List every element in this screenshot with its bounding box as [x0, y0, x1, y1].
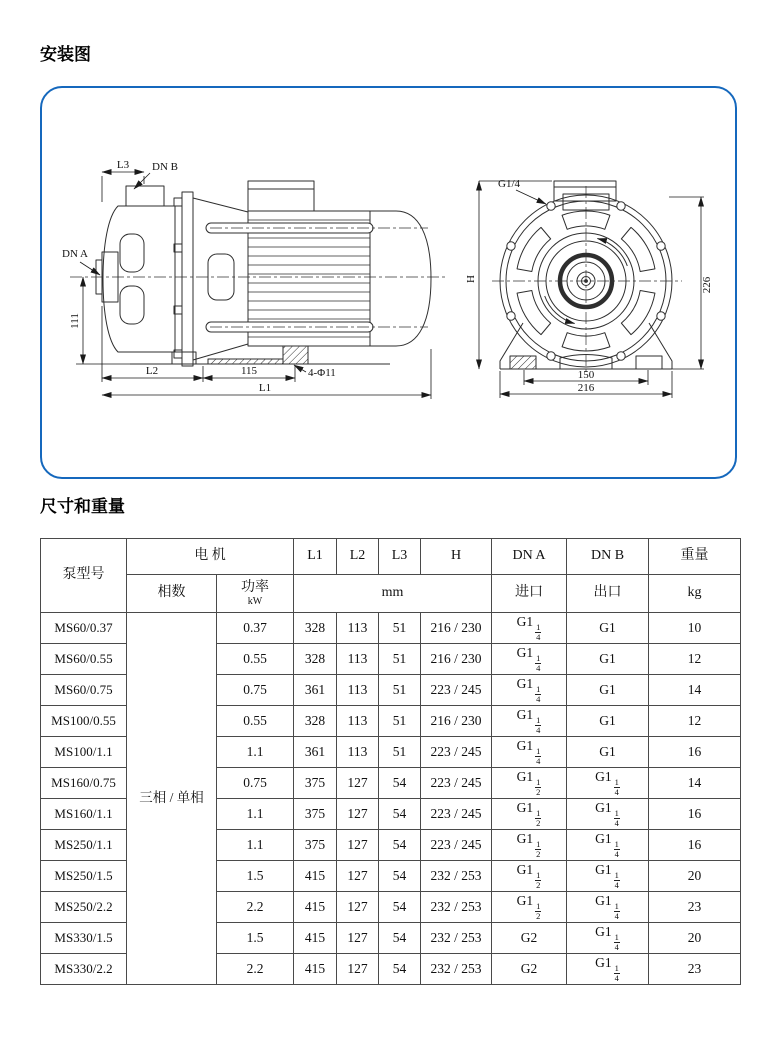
thread-size: G1 [599, 712, 616, 728]
casing-recess-top [120, 234, 144, 272]
side-view-drawing [60, 154, 460, 404]
cell-l1: 375 [294, 830, 337, 861]
cell-power: 1.5 [217, 923, 294, 954]
table-row [41, 613, 741, 644]
cell-dn-a [492, 954, 567, 985]
cell-l3: 54 [379, 830, 421, 861]
cell-dn-a [492, 675, 567, 706]
cell-dn-a [492, 644, 567, 675]
foot-right [636, 356, 662, 369]
cell-dn-b [567, 923, 649, 954]
thread-fraction: $\frac{1}{4}$ [536, 745, 541, 766]
casing-recess-bottom [120, 286, 144, 324]
header-kg: kg [649, 575, 741, 613]
thread-size: G1 [595, 768, 612, 784]
cell-weight: 16 [649, 737, 741, 768]
thread-fraction: $\frac{1}{4}$ [536, 652, 541, 673]
cell-l2: 113 [337, 675, 379, 706]
thread-size: G1 [516, 644, 534, 660]
header-pump-model: 泵型号 [41, 539, 127, 613]
thread-size: G1 [599, 743, 616, 759]
header-weight: 重量 [649, 539, 741, 575]
cell-weight: 14 [649, 675, 741, 706]
spec-table-body [41, 613, 741, 985]
dim-label-l3: L3 [116, 159, 130, 171]
cell-l1: 361 [294, 675, 337, 706]
cell-h: 232 / 253 [421, 954, 492, 985]
cell-l2: 127 [337, 892, 379, 923]
dim-label-l2: L2 [145, 365, 159, 377]
header-l3: L3 [379, 539, 421, 575]
cell-l3: 54 [379, 861, 421, 892]
dim-label-150: 150 [577, 369, 595, 381]
cell-model: MS330/1.5 [41, 923, 127, 954]
cell-l2: 127 [337, 954, 379, 985]
cell-model: MS60/0.55 [41, 644, 127, 675]
cell-model: MS160/0.75 [41, 768, 127, 799]
pump-casing [103, 206, 175, 352]
cell-l2: 127 [337, 799, 379, 830]
installation-diagram-title: 安装图 [40, 45, 91, 64]
thread-size: G1 [516, 799, 534, 815]
spec-table [40, 538, 741, 985]
cell-l2: 113 [337, 706, 379, 737]
cell-l3: 54 [379, 768, 421, 799]
header-motor: 电 机 [127, 539, 294, 575]
cell-dn-b [567, 737, 649, 768]
header-l2: L2 [337, 539, 379, 575]
flange-bolt [174, 198, 182, 206]
cell-dn-a [492, 923, 567, 954]
thread-fraction: $\frac{1}{4}$ [614, 869, 619, 890]
cell-l1: 328 [294, 613, 337, 644]
cell-l2: 127 [337, 861, 379, 892]
thread-size: G1 [516, 768, 534, 784]
installation-diagram [42, 88, 744, 404]
thread-size: G1 [599, 650, 616, 666]
cell-dn-a [492, 613, 567, 644]
cell-l3: 51 [379, 675, 421, 706]
cell-h: 223 / 245 [421, 768, 492, 799]
cell-h: 223 / 245 [421, 675, 492, 706]
cell-power: 2.2 [217, 892, 294, 923]
cell-h: 216 / 230 [421, 644, 492, 675]
dim-label-h: H [465, 275, 477, 283]
cell-weight: 14 [649, 768, 741, 799]
cell-l1: 328 [294, 706, 337, 737]
cell-power: 0.75 [217, 768, 294, 799]
header-inlet: 进口 [492, 575, 567, 613]
thread-fraction: $\frac{1}{2}$ [536, 900, 541, 921]
cell-dn-b [567, 675, 649, 706]
cell-dn-b [567, 892, 649, 923]
cell-l2: 113 [337, 737, 379, 768]
cell-dn-b [567, 613, 649, 644]
thread-fraction: $\frac{1}{4}$ [614, 776, 619, 797]
thread-fraction: $\frac{1}{2}$ [536, 776, 541, 797]
header-power-label: 功率 [241, 580, 269, 596]
cell-dn-b [567, 799, 649, 830]
cell-weight: 23 [649, 954, 741, 985]
cell-dn-a [492, 799, 567, 830]
cell-l3: 54 [379, 954, 421, 985]
thread-fraction: $\frac{1}{2}$ [536, 869, 541, 890]
cell-dn-b [567, 644, 649, 675]
dim-label-l1: L1 [258, 382, 272, 394]
cell-dn-a [492, 737, 567, 768]
cell-weight: 23 [649, 892, 741, 923]
dimensions-weight-title: 尺寸和重量 [40, 497, 125, 516]
thread-size: G1 [516, 830, 534, 846]
cell-l3: 54 [379, 892, 421, 923]
label-bolt-holes: 4-Φ11 [308, 367, 336, 379]
cell-l2: 127 [337, 923, 379, 954]
cell-power: 1.1 [217, 737, 294, 768]
thread-size: G1 [595, 954, 612, 970]
cell-l3: 51 [379, 737, 421, 768]
header-phase: 相数 [127, 575, 217, 613]
cell-h: 216 / 230 [421, 706, 492, 737]
cell-weight: 12 [649, 706, 741, 737]
cell-model: MS330/2.2 [41, 954, 127, 985]
cell-dn-a [492, 892, 567, 923]
cell-power: 0.55 [217, 644, 294, 675]
lantern-bracket [193, 198, 248, 360]
dim-label-115: 115 [240, 365, 258, 377]
cell-l1: 361 [294, 737, 337, 768]
cell-dn-b [567, 861, 649, 892]
thread-fraction: $\frac{1}{4}$ [536, 621, 541, 642]
cell-model: MS60/0.37 [41, 613, 127, 644]
motor-end-cap [370, 211, 431, 346]
header-dn-a: DN A [492, 539, 567, 575]
thread-fraction: $\frac{1}{4}$ [614, 900, 619, 921]
cell-power: 1.1 [217, 799, 294, 830]
cell-weight: 16 [649, 830, 741, 861]
cell-h: 232 / 253 [421, 861, 492, 892]
cell-l2: 113 [337, 644, 379, 675]
dim-label-111: 111 [69, 313, 81, 329]
thread-size: G1 [516, 892, 534, 908]
cell-model: MS250/2.2 [41, 892, 127, 923]
thread-fraction: $\frac{1}{4}$ [614, 931, 619, 952]
mounting-flange [182, 192, 193, 366]
thread-size: G2 [520, 960, 538, 976]
motor-foot [283, 346, 308, 364]
cell-weight: 20 [649, 923, 741, 954]
thread-size: G1 [599, 619, 616, 635]
cell-dn-a [492, 861, 567, 892]
base-plate [208, 359, 283, 364]
cell-weight: 12 [649, 644, 741, 675]
thread-fraction: $\frac{1}{4}$ [614, 807, 619, 828]
thread-fraction: $\frac{1}{2}$ [536, 838, 541, 859]
thread-size: G1 [595, 892, 612, 908]
cell-model: MS250/1.1 [41, 830, 127, 861]
cell-h: 232 / 253 [421, 923, 492, 954]
thread-fraction: $\frac{1}{4}$ [614, 962, 619, 983]
header-outlet: 出口 [567, 575, 649, 613]
spec-table-head [41, 539, 741, 613]
cell-model: MS60/0.75 [41, 675, 127, 706]
cell-dn-a [492, 830, 567, 861]
cell-l3: 54 [379, 799, 421, 830]
cell-l1: 375 [294, 799, 337, 830]
cell-weight: 10 [649, 613, 741, 644]
cell-dn-b [567, 954, 649, 985]
cell-weight: 20 [649, 861, 741, 892]
cell-dn-b [567, 706, 649, 737]
cell-l3: 51 [379, 644, 421, 675]
header-l1: L1 [294, 539, 337, 575]
cell-dn-b [567, 830, 649, 861]
cell-power: 1.5 [217, 861, 294, 892]
base-right [649, 323, 672, 369]
pump-side-outline [96, 181, 431, 366]
cell-l3: 54 [379, 923, 421, 954]
thread-size: G1 [595, 830, 612, 846]
cell-l1: 415 [294, 861, 337, 892]
cell-power: 0.55 [217, 706, 294, 737]
cell-l1: 328 [294, 644, 337, 675]
cell-h: 223 / 245 [421, 737, 492, 768]
cell-power: 2.2 [217, 954, 294, 985]
cell-phase: 三相 / 单相 [127, 613, 217, 985]
thread-size: G1 [595, 861, 612, 877]
dim-label-226: 226 [701, 276, 713, 294]
cell-model: MS100/0.55 [41, 706, 127, 737]
header-power [217, 575, 294, 613]
cell-h: 223 / 245 [421, 799, 492, 830]
header-mm: mm [294, 575, 492, 613]
cell-h: 223 / 245 [421, 830, 492, 861]
dim-label-216: 216 [577, 382, 595, 394]
cell-l3: 51 [379, 706, 421, 737]
front-view-drawing [464, 154, 744, 404]
thread-size: G1 [516, 737, 534, 753]
cell-power: 1.1 [217, 830, 294, 861]
thread-size: G1 [599, 681, 616, 697]
header-row-2 [41, 575, 741, 613]
cell-l1: 375 [294, 768, 337, 799]
cell-l2: 127 [337, 830, 379, 861]
thread-size: G1 [595, 799, 612, 815]
cell-weight: 16 [649, 799, 741, 830]
header-power-unit: kW [247, 595, 263, 607]
cell-model: MS100/1.1 [41, 737, 127, 768]
thread-fraction: $\frac{1}{4}$ [536, 714, 541, 735]
cell-dn-a [492, 706, 567, 737]
cell-dn-b [567, 768, 649, 799]
cell-l1: 415 [294, 923, 337, 954]
thread-size: G1 [516, 675, 534, 691]
cell-power: 0.37 [217, 613, 294, 644]
cell-l3: 51 [379, 613, 421, 644]
label-dn-b: DN B [152, 161, 178, 173]
cell-h: 232 / 253 [421, 892, 492, 923]
cell-l2: 127 [337, 768, 379, 799]
foot-left [510, 356, 536, 369]
outlet-port [126, 186, 164, 206]
header-row-1 [41, 539, 741, 575]
header-h: H [421, 539, 492, 575]
cell-h: 216 / 230 [421, 613, 492, 644]
cell-dn-a [492, 768, 567, 799]
thread-size: G2 [520, 929, 538, 945]
cell-power: 0.75 [217, 675, 294, 706]
thread-size: G1 [516, 706, 534, 722]
cell-model: MS160/1.1 [41, 799, 127, 830]
thread-size: G1 [516, 861, 534, 877]
header-dn-b: DN B [567, 539, 649, 575]
thread-size: G1 [516, 613, 534, 629]
motor-fins [248, 220, 370, 337]
cell-l2: 113 [337, 613, 379, 644]
cell-l1: 415 [294, 892, 337, 923]
thread-fraction: $\frac{1}{4}$ [536, 683, 541, 704]
cell-l1: 415 [294, 954, 337, 985]
label-g14: G1/4 [498, 178, 520, 190]
label-dn-a: DN A [62, 248, 88, 260]
thread-fraction: $\frac{1}{4}$ [614, 838, 619, 859]
thread-fraction: $\frac{1}{2}$ [536, 807, 541, 828]
installation-diagram-box [40, 86, 737, 479]
cell-model: MS250/1.5 [41, 861, 127, 892]
terminal-box [248, 181, 314, 211]
thread-size: G1 [595, 923, 612, 939]
